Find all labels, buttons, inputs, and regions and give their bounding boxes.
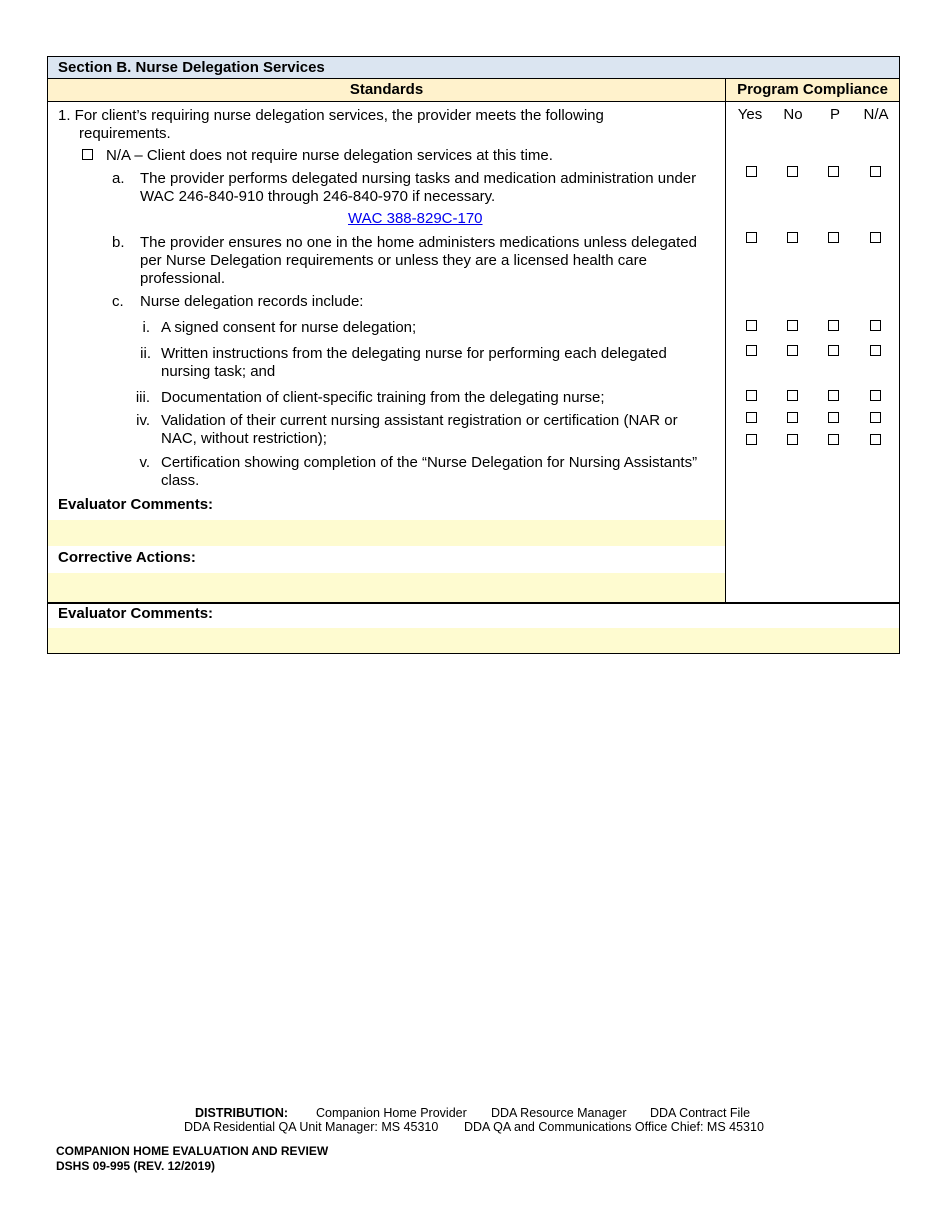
na-client-option-label: N/A – Client does not require nurse delegation services at this time. bbox=[106, 147, 553, 164]
c-item-marker: i. bbox=[142, 319, 150, 336]
c-item-marker: iv. bbox=[136, 412, 150, 429]
corrective-actions-label: Corrective Actions: bbox=[58, 549, 196, 566]
yes-checkbox[interactable] bbox=[746, 166, 757, 177]
nurse-delegation-form bbox=[47, 56, 900, 654]
item1-line1: 1. For client’s requiring nurse delegation services, the provider meets the following bbox=[58, 107, 604, 124]
p-checkbox[interactable] bbox=[828, 166, 839, 177]
sub-a-line1: The provider performs delegated nursing tasks and medication administration under bbox=[140, 170, 697, 187]
yes-checkbox[interactable] bbox=[746, 390, 757, 401]
section-divider bbox=[48, 602, 899, 604]
wac-388-829c-170-link[interactable]: WAC 388-829C-170 bbox=[348, 210, 483, 227]
form-number: DSHS 09-995 (REV. 12/2019) bbox=[56, 1159, 215, 1173]
sub-c-text: Nurse delegation records include: bbox=[140, 293, 364, 310]
yes-checkbox[interactable] bbox=[746, 345, 757, 356]
yes-checkbox[interactable] bbox=[746, 412, 757, 423]
c-item-text-cont: nursing task; and bbox=[161, 363, 276, 380]
na-checkbox[interactable] bbox=[870, 166, 881, 177]
p-column-label: P bbox=[829, 106, 840, 123]
section-title: Section B. Nurse Delegation Services bbox=[48, 57, 899, 79]
p-checkbox[interactable] bbox=[828, 390, 839, 401]
distribution-recipient: DDA Contract File bbox=[650, 1106, 751, 1120]
c-item-text-cont: NAC, without restriction); bbox=[161, 430, 327, 447]
c-item-text: Written instructions from the delegating nurse for performing each delegated bbox=[161, 345, 667, 362]
yes-checkbox[interactable] bbox=[746, 320, 757, 331]
c-item-text: Certification showing completion of the “Nurse Delegation for Nursing Assistants” bbox=[161, 454, 698, 471]
no-checkbox[interactable] bbox=[787, 166, 798, 177]
p-checkbox[interactable] bbox=[828, 345, 839, 356]
no-checkbox[interactable] bbox=[787, 434, 798, 445]
distribution-recipient: DDA QA and Communications Office Chief: MS 45310 bbox=[464, 1120, 764, 1134]
sub-b-line1: The provider ensures no one in the home administers medications unless delegated bbox=[140, 234, 697, 251]
sub-a-marker: a. bbox=[112, 170, 125, 187]
no-column-label: No bbox=[783, 106, 803, 123]
c-item-text-cont: class. bbox=[161, 472, 200, 489]
p-checkbox[interactable] bbox=[828, 232, 839, 243]
sub-a-line2: WAC 246-840-910 through 246-840-970 if necessary. bbox=[140, 188, 496, 205]
distribution-recipient: DDA Residential QA Unit Manager: MS 45310 bbox=[184, 1120, 439, 1134]
c-item-text: Validation of their current nursing assistant registration or certification (NAR or bbox=[161, 412, 678, 429]
p-checkbox[interactable] bbox=[828, 434, 839, 445]
yes-checkbox[interactable] bbox=[746, 232, 757, 243]
na-checkbox[interactable] bbox=[870, 232, 881, 243]
na-checkbox[interactable] bbox=[870, 345, 881, 356]
c-item-text: A signed consent for nurse delegation; bbox=[161, 319, 417, 336]
p-checkbox[interactable] bbox=[828, 412, 839, 423]
na-checkbox[interactable] bbox=[870, 412, 881, 423]
c-item-marker: ii. bbox=[140, 345, 151, 362]
form-title: COMPANION HOME EVALUATION AND REVIEW bbox=[56, 1144, 329, 1158]
sub-b-line2: per Nurse Delegation requirements or unless they are a licensed health care bbox=[140, 252, 647, 269]
corrective-actions-field[interactable] bbox=[48, 573, 725, 602]
na-column-label: N/A bbox=[863, 106, 889, 123]
sub-b-marker: b. bbox=[112, 234, 125, 251]
section-evaluator-comments-label: Evaluator Comments: bbox=[58, 605, 214, 622]
distribution-recipient: DDA Resource Manager bbox=[491, 1106, 627, 1120]
column-divider bbox=[725, 102, 726, 602]
yes-column-label: Yes bbox=[737, 106, 763, 123]
c-item-text: Documentation of client-specific training from the delegating nurse; bbox=[161, 389, 605, 406]
sub-b-line3: professional. bbox=[140, 270, 226, 287]
no-checkbox[interactable] bbox=[787, 345, 798, 356]
yes-checkbox[interactable] bbox=[746, 434, 757, 445]
na-checkbox[interactable] bbox=[870, 320, 881, 331]
no-checkbox[interactable] bbox=[787, 232, 798, 243]
evaluator-comments-field[interactable] bbox=[48, 520, 725, 546]
no-checkbox[interactable] bbox=[787, 390, 798, 401]
no-checkbox[interactable] bbox=[787, 412, 798, 423]
na-checkbox[interactable] bbox=[870, 390, 881, 401]
evaluator-comments-label: Evaluator Comments: bbox=[58, 496, 214, 513]
distribution-label: DISTRIBUTION: bbox=[195, 1106, 289, 1120]
na-client-checkbox[interactable] bbox=[82, 149, 93, 160]
distribution-recipient: Companion Home Provider bbox=[316, 1106, 467, 1120]
na-checkbox[interactable] bbox=[870, 434, 881, 445]
item1-line2: requirements. bbox=[79, 125, 171, 142]
no-checkbox[interactable] bbox=[787, 320, 798, 331]
section-evaluator-comments-field[interactable] bbox=[48, 628, 899, 653]
program-compliance-header: Program Compliance bbox=[726, 79, 899, 102]
c-item-marker: iii. bbox=[135, 389, 150, 406]
sub-c-marker: c. bbox=[112, 293, 124, 310]
c-item-marker: v. bbox=[139, 454, 150, 471]
standards-header: Standards bbox=[48, 79, 726, 102]
p-checkbox[interactable] bbox=[828, 320, 839, 331]
